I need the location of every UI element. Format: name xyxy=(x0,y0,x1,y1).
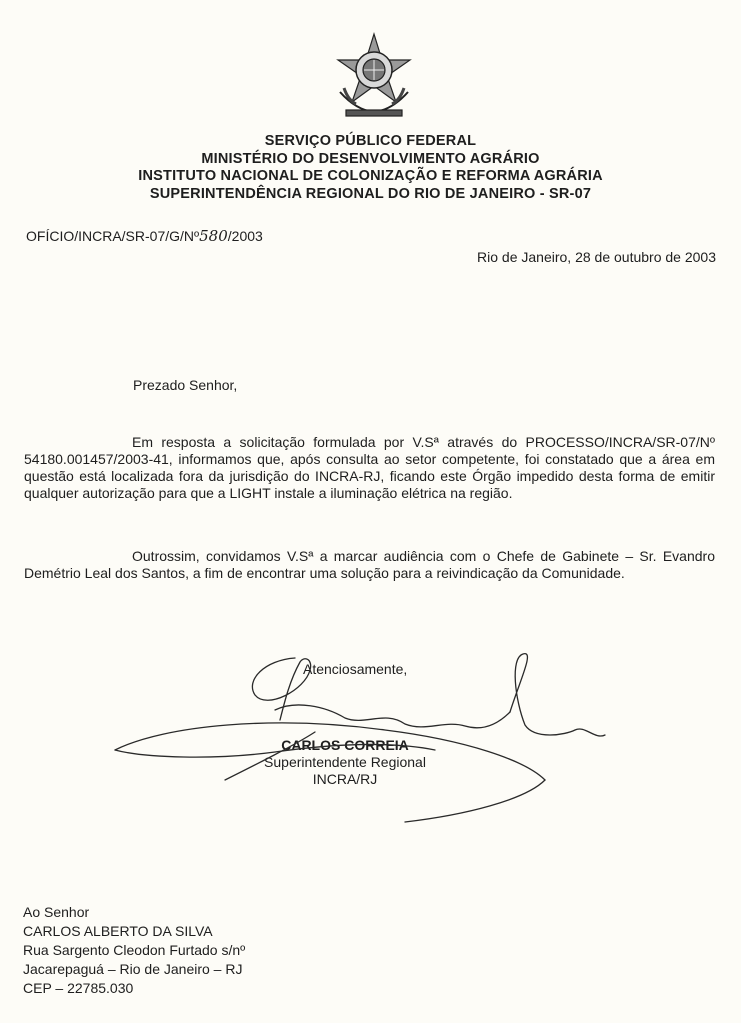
greeting: Prezado Senhor, xyxy=(133,377,238,393)
body-paragraph-1: Em resposta a solicitação formulada por V.Sª através do PROCESSO/INCRA/SR-07/Nº 54180.001457/2003-41, informamos que, após consulta ao setor competente, foi constatado que a área em questão está localizada fora da jurisdição do INCRA-RJ, ficando este Órgão impedido desta forma de emitir qualquer autorização para que a LIGHT instale a iluminação elétrica na região. xyxy=(24,434,715,501)
reference-suffix: /2003 xyxy=(227,228,263,244)
signer-block xyxy=(230,737,460,788)
reference-handwritten-number: 580 xyxy=(199,227,228,245)
signer-title: Superintendente Regional xyxy=(264,754,426,770)
recipient-city: Jacarepaguá – Rio de Janeiro – RJ xyxy=(23,961,243,977)
reference-number xyxy=(26,227,263,245)
recipient-salutation: Ao Senhor xyxy=(23,904,90,920)
letterhead-line-3: INSTITUTO NACIONAL DE COLONIZAÇÃO E REFORMA AGRÁRIA xyxy=(138,168,603,184)
signer-org: INCRA/RJ xyxy=(312,771,378,787)
recipient-postal-code: CEP – 22785.030 xyxy=(23,980,134,996)
letterhead-line-4: SUPERINTENDÊNCIA REGIONAL DO RIO DE JANEIRO - SR-07 xyxy=(149,185,592,202)
closing: Atenciosamente, xyxy=(303,661,408,677)
recipient-address xyxy=(23,903,245,998)
reference-prefix: OFÍCIO/INCRA/SR-07/G/Nº xyxy=(26,228,200,244)
national-coat-of-arms-seal xyxy=(326,30,422,120)
letterhead xyxy=(0,133,741,203)
signer-name: CARLOS CORREIA xyxy=(281,737,409,753)
letterhead-line-2: MINISTÉRIO DO DESENVOLVIMENTO AGRÁRIO xyxy=(201,150,540,167)
letter-date: Rio de Janeiro, 28 de outubro de 2003 xyxy=(477,249,716,265)
recipient-name: CARLOS ALBERTO DA SILVA xyxy=(23,923,213,939)
recipient-street: Rua Sargento Cleodon Furtado s/nº xyxy=(23,942,246,958)
letterhead-line-1: SERVIÇO PÚBLICO FEDERAL xyxy=(264,133,477,149)
body-paragraph-2: Outrossim, convidamos V.Sª a marcar audiência com o Chefe de Gabinete – Sr. Evandro Demétrio Leal dos Santos, a fim de encontrar uma solução para a reivindicação da Comunidade. xyxy=(24,548,715,581)
